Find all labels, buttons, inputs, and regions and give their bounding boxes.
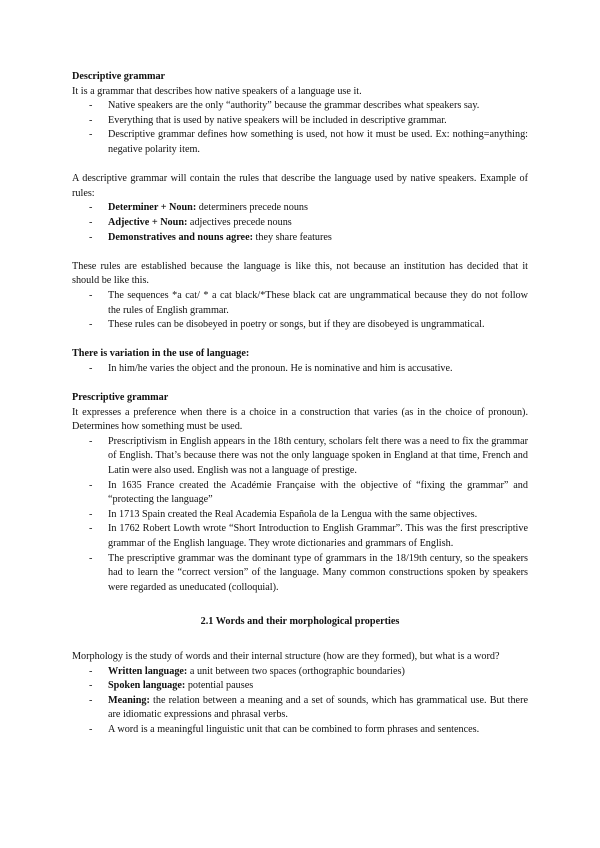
list-item: - Everything that is used by native speakers will be included in descriptive grammar. — [72, 114, 528, 129]
list-item: - These rules can be disobeyed in poetry or songs, but if they are disobeyed is ungrammatical. — [72, 318, 528, 333]
variation-bullet-list — [72, 362, 528, 377]
rule-label: Demonstratives and nouns agree: — [108, 231, 253, 243]
section-heading: 2.1 Words and their morphological properties — [200, 616, 400, 628]
definition-label: Spoken language: — [108, 680, 186, 692]
prescriptive-grammar-heading: Prescriptive grammar — [72, 392, 169, 404]
definition-label: Meaning: — [108, 694, 150, 706]
list-item — [72, 665, 528, 680]
definition-text: A word is a meaningful linguistic unit that can be combined to form phrases and sentences. — [108, 723, 480, 735]
descriptive-grammar-heading: Descriptive grammar — [72, 71, 166, 82]
rule-text: they share features — [252, 231, 332, 243]
list-item: - Descriptive grammar defines how something is used, not how it must be used. Ex: nothing=anything: negative polarity item. — [72, 128, 528, 157]
rules-intro: A descriptive grammar will contain the rules that describe the language used by native speakers. Example of rules: — [72, 173, 528, 199]
list-item: - The sequences *a cat/ * a cat black/*These black cat are ungrammatical because they do not follow the rules of English grammar. — [72, 289, 528, 318]
list-item: - In 1762 Robert Lowth wrote “Short Introduction to English Grammar”. This was the first prescriptive grammar of the English language. They wrote dictionaries and grammars of English. — [72, 522, 528, 551]
rule-text: adjectives precede nouns — [187, 216, 292, 228]
list-item — [72, 679, 528, 694]
descriptive-bullet-list — [72, 99, 528, 157]
descriptive-intro: It is a grammar that describes how native speakers of a language use it. — [72, 85, 362, 97]
list-item: - The prescriptive grammar was the dominant type of grammars in the 18/19th century, so the speakers had to learn the “correct version” of the language. Many common constructions spoken by speakers were regarded as uneducated (colloquial). — [72, 552, 528, 596]
rule-label: Adjective + Noun: — [108, 216, 188, 228]
prescriptive-bullet-list — [72, 435, 528, 596]
rule-label: Determiner + Noun: — [108, 202, 197, 214]
list-item — [72, 216, 528, 231]
list-item — [72, 201, 528, 216]
list-item: - Native speakers are the only “authority” because the grammar describes what speakers say. — [72, 99, 528, 114]
list-item — [72, 231, 528, 246]
definition-text: potential pauses — [185, 680, 254, 692]
morphology-intro: Morphology is the study of words and their internal structure (how are they formed), but what is a word? — [72, 650, 500, 662]
word-definition-list — [72, 665, 528, 738]
list-item: - In 1635 France created the Académie Française with the objective of “fixing the grammar” and “protecting the language” — [72, 479, 528, 508]
list-item: - In him/he varies the object and the pronoun. He is nominative and him is accusative. — [72, 362, 528, 377]
variation-heading: There is variation in the use of language: — [72, 348, 250, 360]
rules-list — [72, 201, 528, 245]
established-paragraph: These rules are established because the language is like this, not because an institution has decided that it should be like this. — [72, 260, 528, 287]
definition-text: a unit between two spaces (orthographic boundaries) — [187, 665, 405, 677]
list-item: - In 1713 Spain created the Real Academia Española de la Lengua with the same objectives. — [72, 508, 528, 523]
definition-label: Written language: — [108, 665, 188, 677]
document-page — [72, 70, 528, 738]
prescriptive-intro: It expresses a preference when there is a choice in a construction that varies (as in the choice of pronoun). Determines how something must be used. — [72, 406, 528, 433]
list-item: - Prescriptivism in English appears in the 18th century, scholars felt there was a need to fix the grammar of English. That’s because there was not the only language spoken in England at that time, French and Latin were also used. English was not a language of prestige. — [72, 435, 528, 479]
established-bullet-list — [72, 289, 528, 333]
list-item — [72, 723, 528, 738]
rule-text: determiners precede nouns — [196, 202, 308, 214]
list-item — [72, 694, 528, 723]
definition-text: the relation between a meaning and a set of sounds, which has grammatical use. But there are idiomatic expressions and phrasal verbs. — [108, 694, 528, 721]
